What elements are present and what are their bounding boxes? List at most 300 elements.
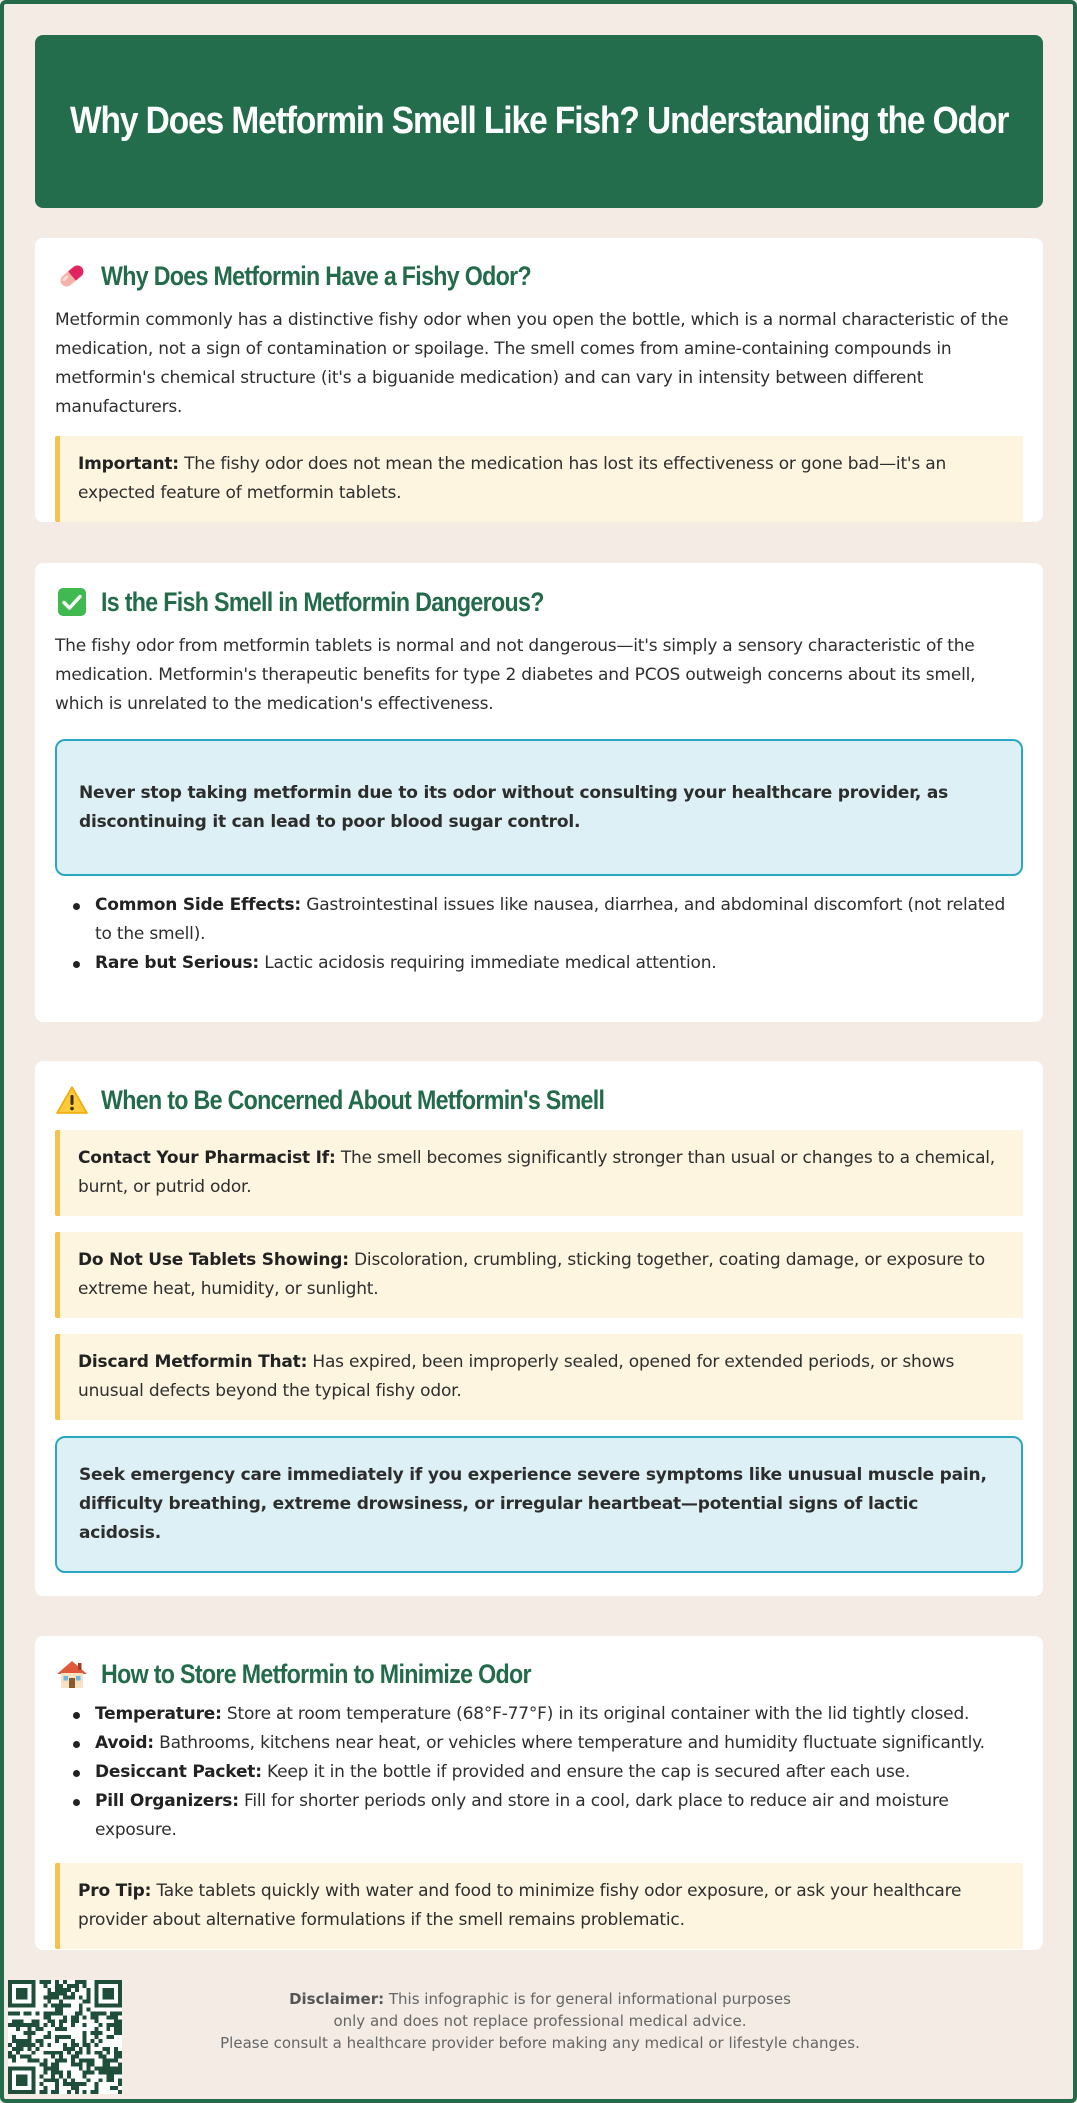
- qr-module: [8, 1996, 12, 2000]
- qr-module: [118, 2090, 122, 2094]
- qr-module: [32, 2090, 36, 2094]
- qr-module: [67, 2047, 71, 2051]
- qr-module: [32, 2023, 36, 2027]
- qr-module: [118, 1992, 122, 1996]
- qr-module: [43, 2090, 47, 2094]
- qr-module: [12, 2059, 16, 2063]
- list-item-label: Desiccant Packet:: [95, 1762, 262, 1782]
- qr-module: [114, 2015, 118, 2019]
- qr-module: [106, 2070, 110, 2074]
- qr-module: [102, 2066, 106, 2070]
- qr-module: [55, 2066, 59, 2070]
- qr-module: [106, 2035, 110, 2039]
- qr-module: [59, 2074, 63, 2078]
- card-when-concerned: [35, 1061, 1043, 1596]
- qr-module: [110, 2070, 114, 2074]
- qr-module: [75, 2019, 79, 2023]
- qr-module: [114, 2047, 118, 2051]
- qr-module: [36, 2023, 40, 2027]
- qr-module: [110, 2023, 114, 2027]
- qr-module: [63, 2027, 67, 2031]
- qr-module: [51, 2011, 55, 2015]
- qr-module: [71, 1996, 75, 2000]
- qr-module: [98, 2070, 102, 2074]
- qr-module: [79, 2051, 83, 2055]
- qr-module: [12, 2011, 16, 2015]
- qr-module: [32, 2004, 36, 2008]
- qr-module: [32, 1984, 36, 1988]
- qr-module: [8, 2070, 12, 2074]
- qr-module: [12, 2066, 16, 2070]
- qr-module: [39, 2027, 43, 2031]
- qr-code[interactable]: [8, 1980, 122, 2094]
- qr-module: [114, 2011, 118, 2015]
- qr-module: [16, 1996, 20, 2000]
- qr-module: [12, 2090, 16, 2094]
- qr-module: [32, 1992, 36, 1996]
- qr-module: [87, 2078, 91, 2082]
- qr-module: [59, 2023, 63, 2027]
- qr-module: [36, 2027, 40, 2031]
- qr-module: [55, 2082, 59, 2086]
- qr-module: [63, 1980, 67, 1984]
- qr-module: [51, 2070, 55, 2074]
- qr-module: [118, 1984, 122, 1988]
- qr-module: [20, 2090, 24, 2094]
- qr-module: [110, 2011, 114, 2015]
- qr-module: [28, 2031, 32, 2035]
- qr-module: [106, 2047, 110, 2051]
- qr-module: [32, 2082, 36, 2086]
- qr-module: [83, 1980, 87, 1984]
- qr-module: [8, 1984, 12, 1988]
- qr-module: [94, 2086, 98, 2090]
- qr-module: [47, 2051, 51, 2055]
- qr-module: [20, 2023, 24, 2027]
- qr-module: [20, 2019, 24, 2023]
- list-item-text: Gastrointestinal issues like nausea, diarrhea, and abdominal discomfort (not related to the smell).: [95, 895, 1006, 944]
- qr-module: [32, 2066, 36, 2070]
- qr-module: [94, 1984, 98, 1988]
- qr-module: [98, 2011, 102, 2015]
- qr-module: [102, 2055, 106, 2059]
- qr-module: [43, 2059, 47, 2063]
- qr-module: [63, 2019, 67, 2023]
- qr-module: [114, 2051, 118, 2055]
- qr-module: [8, 1980, 12, 1984]
- qr-module: [87, 2051, 91, 2055]
- qr-module: [118, 2066, 122, 2070]
- qr-module: [8, 2086, 12, 2090]
- qr-module: [39, 2074, 43, 2078]
- qr-module: [8, 2011, 12, 2015]
- qr-module: [55, 2086, 59, 2090]
- qr-module: [24, 2090, 28, 2094]
- qr-module: [114, 2023, 118, 2027]
- qr-module: [39, 1980, 43, 1984]
- qr-module: [36, 2047, 40, 2051]
- qr-module: [63, 1992, 67, 1996]
- qr-module: [106, 2051, 110, 2055]
- note-label: Discard Metformin That:: [78, 1352, 308, 1372]
- list-item: [55, 891, 1023, 949]
- qr-module: [12, 2004, 16, 2008]
- qr-module: [32, 2043, 36, 2047]
- qr-module: [71, 2047, 75, 2051]
- qr-module: [43, 2011, 47, 2015]
- qr-module: [63, 2015, 67, 2019]
- qr-module: [71, 2082, 75, 2086]
- qr-module: [16, 2027, 20, 2031]
- qr-module: [91, 2059, 95, 2063]
- qr-module: [55, 2035, 59, 2039]
- qr-module: [32, 2078, 36, 2082]
- qr-module: [8, 2023, 12, 2027]
- qr-module: [87, 2070, 91, 2074]
- qr-module: [24, 2074, 28, 2078]
- qr-module: [106, 2078, 110, 2082]
- qr-module: [83, 2035, 87, 2039]
- qr-module: [75, 2043, 79, 2047]
- qr-module: [59, 2051, 63, 2055]
- list-item-text: Bathrooms, kitchens near heat, or vehicles where temperature and humidity fluctuate significantly.: [153, 1733, 985, 1753]
- qr-module: [47, 2035, 51, 2039]
- qr-module: [63, 1996, 67, 2000]
- qr-module: [106, 2074, 110, 2078]
- qr-module: [114, 2055, 118, 2059]
- qr-module: [12, 2019, 16, 2023]
- qr-module: [87, 1996, 91, 2000]
- list-item: [55, 949, 1023, 978]
- qr-module: [8, 1988, 12, 1992]
- qr-module: [8, 2000, 12, 2004]
- qr-module: [8, 2043, 12, 2047]
- section-paragraph: The fishy odor from metformin tablets is normal and not dangerous—it's simply a sensory characteristic of the medication. Metformin's therapeutic benefits for type 2 diabetes and PCOS outweigh concerns about its smell, which is unrelated to the medication's effectiveness.: [55, 636, 976, 714]
- qr-module: [51, 2023, 55, 2027]
- check-mark-icon: [55, 585, 89, 619]
- qr-module: [16, 2074, 20, 2078]
- qr-module: [87, 2008, 91, 2012]
- qr-module: [98, 1980, 102, 1984]
- qr-module: [32, 2086, 36, 2090]
- qr-module: [87, 2047, 91, 2051]
- concern-note: [55, 1130, 1023, 1216]
- qr-module: [75, 2082, 79, 2086]
- qr-module: [114, 2086, 118, 2090]
- qr-module: [83, 2023, 87, 2027]
- qr-module: [94, 1992, 98, 1996]
- qr-module: [94, 2019, 98, 2023]
- qr-module: [114, 2066, 118, 2070]
- qr-module: [75, 1984, 79, 1988]
- qr-module: [24, 1992, 28, 1996]
- qr-module: [32, 1988, 36, 1992]
- qr-module: [47, 2019, 51, 2023]
- qr-module: [83, 2000, 87, 2004]
- qr-module: [47, 2000, 51, 2004]
- qr-module: [67, 2051, 71, 2055]
- qr-module: [98, 2055, 102, 2059]
- qr-module: [94, 1996, 98, 2000]
- qr-module: [118, 2082, 122, 2086]
- qr-module: [24, 2082, 28, 2086]
- qr-module: [36, 2039, 40, 2043]
- qr-module: [91, 2070, 95, 2074]
- qr-module: [24, 1980, 28, 1984]
- qr-module: [106, 2023, 110, 2027]
- qr-module: [94, 2090, 98, 2094]
- qr-module: [39, 2090, 43, 2094]
- list-item: [55, 1758, 1023, 1787]
- note-label: Pro Tip:: [78, 1881, 152, 1901]
- qr-module: [16, 2011, 20, 2015]
- qr-module: [94, 2011, 98, 2015]
- qr-module: [43, 2023, 47, 2027]
- qr-module: [43, 2066, 47, 2070]
- qr-module: [47, 2066, 51, 2070]
- section-paragraph: Metformin commonly has a distinctive fishy odor when you open the bottle, which is a normal characteristic of the medication, not a sign of contamination or spoilage. The smell comes from amine-containing compounds in metformin's chemical structure (it's a biguanide medication) and can vary in intensity between different manufacturers.: [55, 310, 1009, 417]
- qr-module: [12, 1980, 16, 1984]
- qr-module: [91, 2031, 95, 2035]
- qr-module: [8, 2066, 12, 2070]
- qr-module: [12, 2055, 16, 2059]
- house-icon: [55, 1657, 89, 1691]
- qr-module: [63, 1988, 67, 1992]
- qr-module: [43, 2004, 47, 2008]
- storage-list: [55, 1700, 1023, 1845]
- qr-module: [91, 2063, 95, 2067]
- qr-module: [75, 2015, 79, 2019]
- qr-module: [12, 2039, 16, 2043]
- qr-module: [28, 2059, 32, 2063]
- qr-module: [55, 2051, 59, 2055]
- qr-module: [83, 2090, 87, 2094]
- qr-module: [12, 2047, 16, 2051]
- list-item-label: Common Side Effects:: [95, 895, 302, 915]
- qr-module: [106, 2059, 110, 2063]
- qr-module: [110, 2074, 114, 2078]
- qr-module: [51, 1996, 55, 2000]
- qr-module: [24, 1996, 28, 2000]
- card-heading: [55, 1656, 1023, 1692]
- qr-module: [102, 1992, 106, 1996]
- qr-module: [32, 2031, 36, 2035]
- qr-module: [110, 2059, 114, 2063]
- qr-module: [83, 2074, 87, 2078]
- qr-module: [36, 2011, 40, 2015]
- qr-module: [16, 2066, 20, 2070]
- qr-module: [75, 2011, 79, 2015]
- qr-module: [24, 2043, 28, 2047]
- list-item: [55, 1729, 1023, 1758]
- qr-module: [75, 2086, 79, 2090]
- disclaimer-line: This infographic is for general informational purposes: [384, 1990, 791, 2008]
- qr-module: [87, 1988, 91, 1992]
- note-text: The smell becomes significantly stronger than usual or changes to a chemical, burnt, or putrid odor.: [78, 1148, 996, 1197]
- qr-module: [98, 2066, 102, 2070]
- qr-module: [94, 2051, 98, 2055]
- qr-module: [55, 1992, 59, 1996]
- qr-module: [59, 2070, 63, 2074]
- alert-text: Seek emergency care immediately if you experience severe symptoms like unusual muscle pain, difficulty breathing, extreme drowsiness, or irregular heartbeat—potential signs of lactic acidosis.: [79, 1465, 987, 1543]
- qr-module: [110, 2015, 114, 2019]
- qr-module: [55, 2008, 59, 2012]
- qr-module: [118, 2000, 122, 2004]
- qr-module: [71, 2063, 75, 2067]
- list-item-text: Keep it in the bottle if provided and ensure the cap is secured after each use.: [261, 1762, 911, 1782]
- qr-module: [20, 2004, 24, 2008]
- qr-module: [94, 2043, 98, 2047]
- qr-module: [114, 2070, 118, 2074]
- qr-module: [16, 2051, 20, 2055]
- note-text: The fishy odor does not mean the medication has lost its effectiveness or gone bad—it's an expected feature of metformin tablets.: [78, 454, 947, 503]
- qr-module: [55, 1984, 59, 1988]
- qr-module: [106, 1996, 110, 2000]
- qr-module: [32, 2000, 36, 2004]
- qr-module: [110, 1980, 114, 1984]
- qr-module: [59, 1984, 63, 1988]
- qr-module: [59, 2008, 63, 2012]
- qr-module: [110, 1988, 114, 1992]
- emergency-alert: [55, 1436, 1023, 1573]
- qr-module: [71, 2086, 75, 2090]
- qr-module: [102, 2004, 106, 2008]
- qr-module: [51, 2063, 55, 2067]
- qr-module: [32, 1996, 36, 2000]
- qr-module: [47, 1980, 51, 1984]
- qr-module: [43, 2070, 47, 2074]
- qr-module: [79, 2047, 83, 2051]
- qr-module: [118, 2004, 122, 2008]
- qr-module: [75, 1980, 79, 1984]
- qr-module: [94, 2035, 98, 2039]
- qr-module: [110, 1992, 114, 1996]
- qr-module: [71, 2055, 75, 2059]
- qr-module: [110, 1996, 114, 2000]
- qr-module: [55, 1996, 59, 2000]
- qr-module: [67, 2082, 71, 2086]
- card-heading: [55, 584, 1023, 620]
- warning-icon: [55, 1083, 89, 1117]
- qr-module: [87, 1992, 91, 1996]
- qr-module: [75, 2063, 79, 2067]
- qr-module: [114, 2059, 118, 2063]
- qr-module: [79, 2059, 83, 2063]
- qr-module: [55, 2059, 59, 2063]
- page-header: [35, 35, 1043, 208]
- qr-module: [102, 1996, 106, 2000]
- qr-module: [67, 1988, 71, 1992]
- qr-module: [16, 2019, 20, 2023]
- qr-module: [28, 2027, 32, 2031]
- qr-module: [102, 2011, 106, 2015]
- qr-module: [20, 2074, 24, 2078]
- qr-module: [47, 1992, 51, 1996]
- qr-module: [32, 2051, 36, 2055]
- qr-module: [118, 1988, 122, 1992]
- qr-module: [75, 2090, 79, 2094]
- qr-module: [67, 2004, 71, 2008]
- qr-module: [16, 2078, 20, 2082]
- qr-module: [63, 2004, 67, 2008]
- qr-module: [102, 1988, 106, 1992]
- qr-module: [16, 2047, 20, 2051]
- list-item: [55, 1700, 1023, 1729]
- qr-module: [39, 2063, 43, 2067]
- qr-module: [16, 1980, 20, 1984]
- qr-module: [63, 2082, 67, 2086]
- qr-module: [118, 2055, 122, 2059]
- qr-module: [55, 2078, 59, 2082]
- qr-module: [118, 1996, 122, 2000]
- qr-module: [51, 2019, 55, 2023]
- qr-module: [98, 2078, 102, 2082]
- qr-module: [94, 2000, 98, 2004]
- qr-module: [59, 2027, 63, 2031]
- note-label: Important:: [78, 454, 179, 474]
- qr-module: [20, 1980, 24, 1984]
- qr-module: [24, 2031, 28, 2035]
- qr-module: [39, 2082, 43, 2086]
- qr-module: [114, 2027, 118, 2031]
- qr-module: [75, 2051, 79, 2055]
- qr-module: [118, 2031, 122, 2035]
- qr-module: [43, 2051, 47, 2055]
- pill-icon: [55, 259, 89, 293]
- qr-module: [55, 2039, 59, 2043]
- qr-module: [16, 2082, 20, 2086]
- qr-module: [59, 2011, 63, 2015]
- disclaimer: [200, 1988, 880, 2054]
- qr-module: [94, 2082, 98, 2086]
- qr-module: [106, 2027, 110, 2031]
- qr-module: [83, 2082, 87, 2086]
- qr-module: [20, 2047, 24, 2051]
- qr-module: [59, 2019, 63, 2023]
- qr-module: [106, 2015, 110, 2019]
- qr-module: [71, 1984, 75, 1988]
- qr-module: [67, 2035, 71, 2039]
- qr-module: [20, 2078, 24, 2082]
- qr-module: [118, 1980, 122, 1984]
- disclaimer-line: only and does not replace professional medical advice.: [333, 2012, 747, 2030]
- qr-module: [98, 2031, 102, 2035]
- qr-module: [24, 1988, 28, 1992]
- qr-module: [43, 1980, 47, 1984]
- side-effects-list: [55, 891, 1023, 978]
- qr-module: [32, 1980, 36, 1984]
- note-label: Do Not Use Tablets Showing:: [78, 1250, 349, 1270]
- qr-module: [59, 2035, 63, 2039]
- qr-module: [59, 2059, 63, 2063]
- qr-module: [24, 2039, 28, 2043]
- qr-module: [63, 2043, 67, 2047]
- qr-module: [114, 2019, 118, 2023]
- qr-module: [8, 2082, 12, 2086]
- list-item-label: Rare but Serious:: [95, 953, 259, 973]
- qr-module: [59, 2000, 63, 2004]
- qr-module: [94, 2004, 98, 2008]
- qr-module: [94, 1988, 98, 1992]
- warning-alert: [55, 739, 1023, 876]
- qr-module: [98, 2039, 102, 2043]
- qr-module: [39, 2039, 43, 2043]
- qr-module: [71, 2023, 75, 2027]
- qr-module: [102, 1980, 106, 1984]
- qr-module: [91, 2039, 95, 2043]
- qr-module: [8, 2074, 12, 2078]
- qr-module: [51, 2004, 55, 2008]
